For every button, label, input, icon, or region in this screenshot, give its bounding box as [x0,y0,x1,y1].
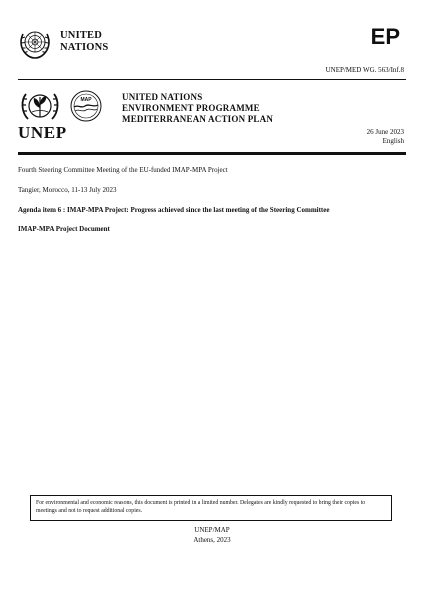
un-name [60,30,108,54]
section-rule [18,152,406,155]
map-logo-text: MAP [80,97,92,103]
footer [0,525,424,545]
agenda-item: Agenda item 6 : IMAP-MPA Project: Progress achieved since the last meeting of the Steering Committee [18,206,330,214]
un-name-line2: NATIONS [60,42,109,53]
print-notice-text: For environmental and economic reasons, this document is printed in a limited number. Delegates are kindly requested to bring their copies to meetings and not to request additional copies. [36,500,366,514]
language-text: English [382,137,404,145]
document-reference: UNEP/MED WG. 563/Inf.8 [325,66,404,74]
print-notice-box [30,495,392,521]
document-date [367,128,404,146]
document-label: IMAP-MPA Project Document [18,225,110,233]
footer-line-1: UNEP/MAP [194,526,230,534]
date-text: 26 June 2023 [366,128,404,136]
organization-name [122,92,273,125]
un-emblem-icon [18,26,52,60]
org-line-3: MEDITERRANEAN ACTION PLAN [122,114,274,124]
unep-emblem-icon [18,88,62,124]
meeting-place-date: Tangier, Morocco, 11-13 July 2023 [18,186,117,194]
ep-mark: EP [370,24,400,49]
org-line-2: ENVIRONMENT PROGRAMME [122,103,260,113]
un-name-line1: UNITED [60,30,103,41]
map-emblem-icon [68,88,104,124]
unep-wordmark: UNEP [18,123,67,142]
footer-line-2: Athens, 2023 [193,536,231,544]
org-line-1: UNITED NATIONS [122,92,203,102]
meeting-title: Fourth Steering Committee Meeting of the EU-funded IMAP-MPA Project [18,166,228,174]
header-rule [18,79,406,80]
